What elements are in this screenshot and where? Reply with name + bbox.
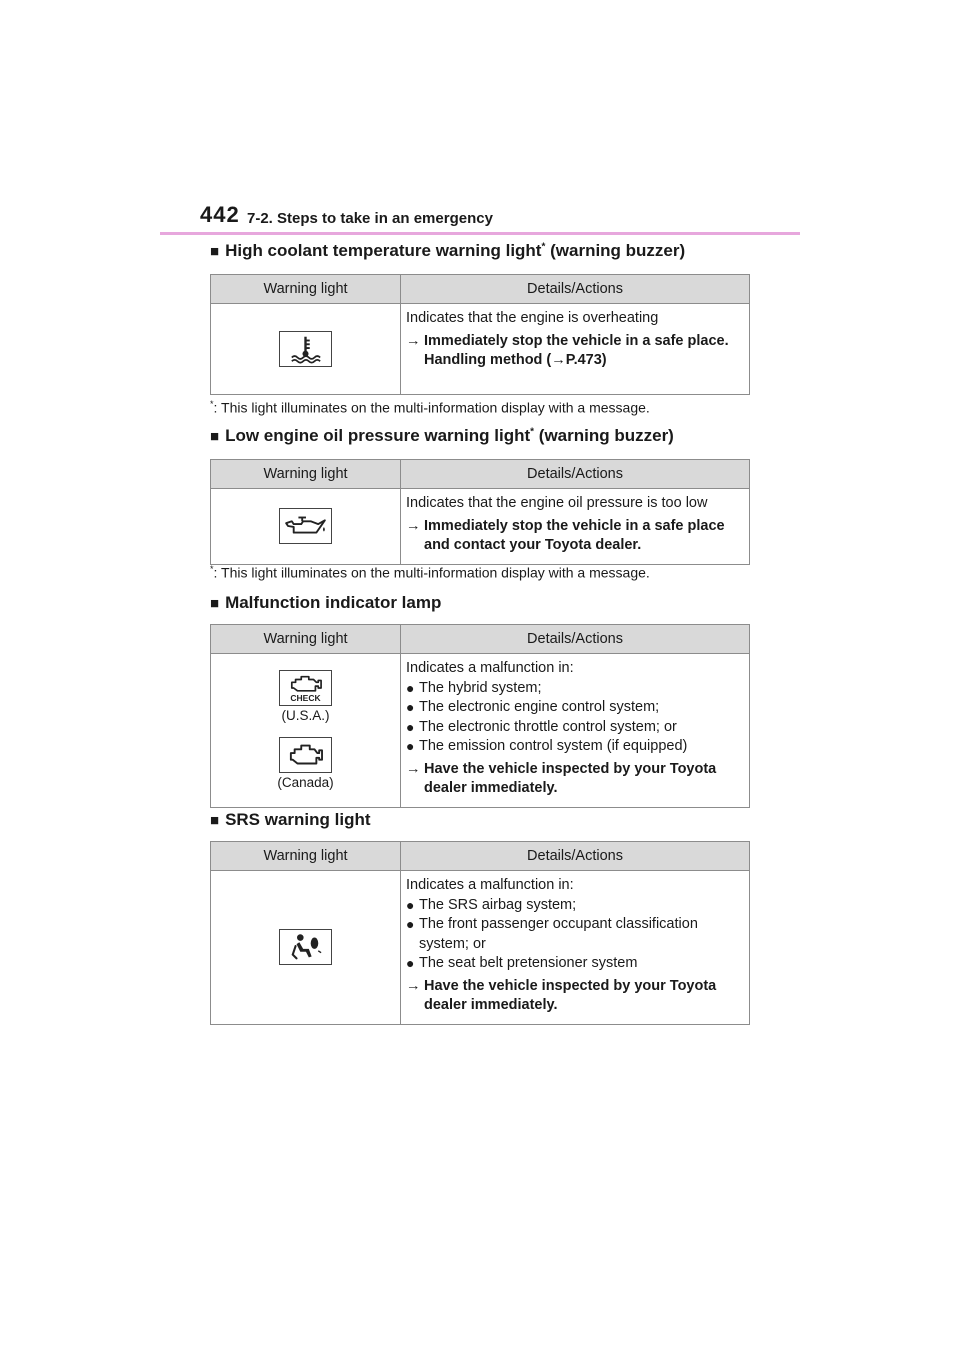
details-cell: Indicates a malfunction in: ● The hybrid system; ● The electronic engine control system; ● The electronic throttle control system; or ● The emission control system (if equipped) → Have the vehicle inspected by your Toyota dealer immediately.: [401, 654, 750, 808]
bullet-icon: ●: [406, 718, 415, 735]
action-text: → Have the vehicle inspected by your Toyota dealer immediately.: [406, 760, 743, 799]
arrow-icon: →: [551, 352, 566, 368]
bullet-icon: ●: [406, 916, 415, 932]
list-item: ● The front passenger occupant classification system; or: [406, 915, 743, 954]
bullet-icon: ●: [406, 896, 415, 913]
square-bullet-icon: ■: [210, 812, 220, 829]
bullet-icon: ●: [406, 738, 415, 754]
details-cell: Indicates that the engine is overheating → Immediately stop the vehicle in a safe place. Handling method (→P.473): [401, 304, 750, 395]
list-item: ● The seat belt pretensioner system: [406, 954, 743, 974]
svg-text:CHECK: CHECK: [290, 693, 321, 704]
action-text: → Immediately stop the vehicle in a safe place and contact your Toyota dealer.: [406, 517, 743, 556]
column-header-details: Details/Actions: [401, 842, 750, 871]
region-label-usa: (U.S.A.): [281, 708, 330, 724]
column-header-warning-light: Warning light: [211, 275, 401, 304]
footnote: *: This light illuminates on the multi-information display with a message.: [210, 399, 650, 416]
coolant-temperature-icon: [279, 331, 332, 367]
coolant-warning-table: [210, 274, 750, 395]
chapter-title: 7-2. Steps to take in an emergency: [247, 210, 493, 227]
page-number: 442: [200, 202, 240, 227]
oil-pressure-icon: [279, 508, 332, 544]
arrow-icon: →: [406, 977, 421, 994]
square-bullet-icon: ■: [210, 243, 220, 260]
bullet-icon: ●: [406, 679, 415, 696]
list-item: ● The SRS airbag system;: [406, 896, 743, 916]
column-header-details: Details/Actions: [401, 460, 750, 489]
list-item: ● The hybrid system;: [406, 679, 743, 699]
srs-airbag-icon: [279, 929, 332, 965]
arrow-icon: →: [406, 332, 421, 349]
column-header-warning-light: Warning light: [211, 460, 401, 489]
warning-light-cell: [211, 489, 401, 565]
section-heading-srs: ■ SRS warning light: [210, 810, 371, 829]
warning-light-cell: [211, 871, 401, 1025]
warning-light-cell: [211, 654, 401, 808]
list-item: ● The electronic engine control system;: [406, 698, 743, 718]
list-item: ● The electronic throttle control system; or: [406, 718, 743, 738]
check-engine-icon: [279, 670, 332, 706]
region-label-canada: (Canada): [277, 775, 334, 791]
warning-light-cell: [211, 304, 401, 395]
footnote: *: This light illuminates on the multi-information display with a message.: [210, 564, 650, 581]
action-text: → Have the vehicle inspected by your Toyota dealer immediately.: [406, 977, 743, 1016]
column-header-warning-light: Warning light: [211, 625, 401, 654]
action-text: → Immediately stop the vehicle in a safe place. Handling method (→P.473): [406, 332, 743, 371]
oil-pressure-warning-table: [210, 459, 750, 565]
section-heading-coolant: ■ High coolant temperature warning light* (warning buzzer): [210, 241, 686, 260]
srs-warning-table: [210, 841, 750, 1025]
column-header-warning-light: Warning light: [211, 842, 401, 871]
malfunction-indicator-table: [210, 624, 750, 808]
arrow-icon: →: [406, 517, 421, 534]
square-bullet-icon: ■: [210, 595, 220, 612]
list-item: ● The emission control system (if equipped): [406, 737, 743, 757]
section-heading-malfunction: ■ Malfunction indicator lamp: [210, 593, 442, 612]
bullet-icon: ●: [406, 699, 415, 715]
section-heading-oil-pressure: ■ Low engine oil pressure warning light* (warning buzzer): [210, 426, 674, 445]
bullet-icon: ●: [406, 955, 415, 971]
column-header-details: Details/Actions: [401, 275, 750, 304]
column-header-details: Details/Actions: [401, 625, 750, 654]
header-rule: [160, 232, 800, 235]
engine-icon: [279, 737, 332, 773]
details-cell: Indicates a malfunction in: ● The SRS airbag system; ● The front passenger occupant classification system; or ● The seat belt pretensioner system → Have the vehicle inspected by your Toyota dealer immediately.: [401, 871, 750, 1025]
square-bullet-icon: ■: [210, 428, 220, 445]
page-reference-link[interactable]: P.473): [565, 352, 607, 368]
arrow-icon: →: [406, 760, 421, 777]
details-cell: Indicates that the engine oil pressure is too low → Immediately stop the vehicle in a safe place and contact your Toyota dealer.: [401, 489, 750, 565]
